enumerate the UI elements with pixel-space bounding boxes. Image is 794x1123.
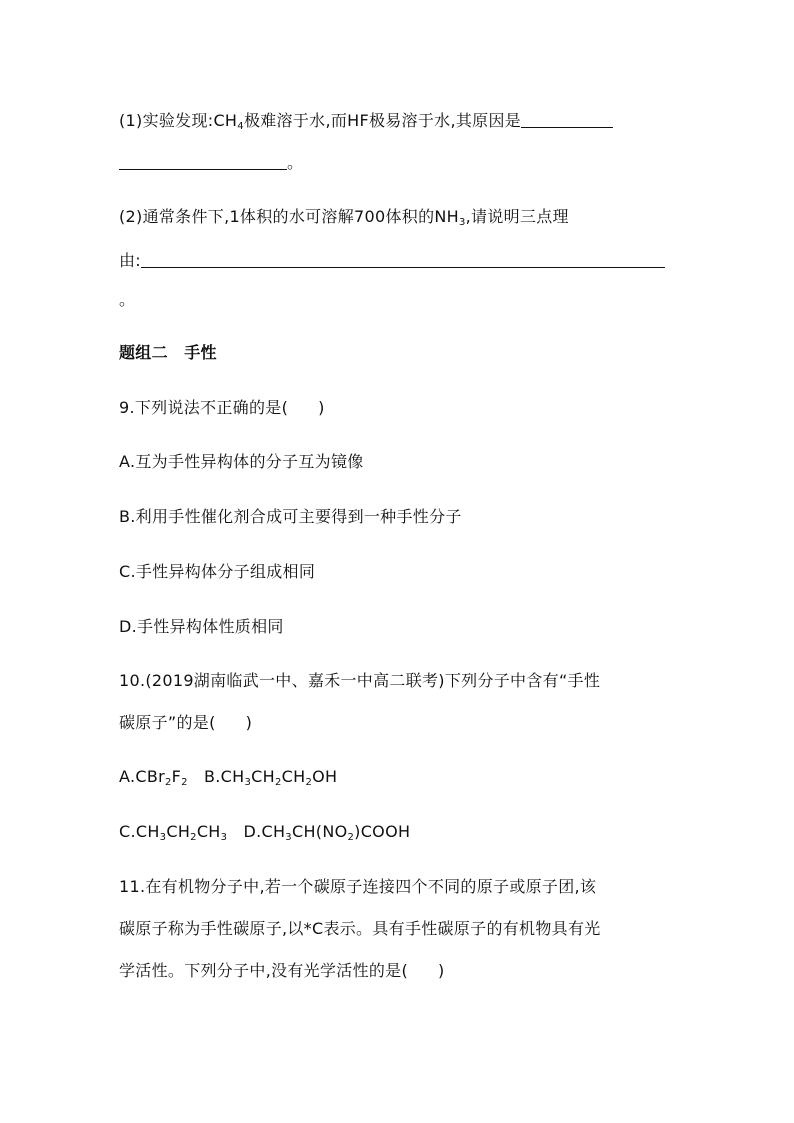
q8-part2-subscript: 3 (458, 217, 466, 228)
q11-line2: 碳原子称为手性碳原子,以*C表示。具有手性碳原子的有机物具有光 (119, 919, 601, 938)
section-title: 题组二 手性 (119, 343, 217, 362)
q9-option-c: C.手性异构体分子组成相同 (119, 562, 316, 581)
q11-line3 (119, 961, 445, 981)
q10-option-d: $D.CH_3CH(NO_2)COOH$ (243, 822, 411, 843)
q10-options-ab (119, 767, 337, 787)
q8-part1-line2 (119, 151, 303, 173)
q8-part2-rest: ,请说明三点理 (465, 207, 569, 226)
q8-part1-subscript: 4 (237, 121, 244, 132)
q10-option-a: $A.CBr_2F_2$ (119, 767, 188, 788)
q8-part2-text: (2)通常条件下,1体积的水可溶解700体积的NH (119, 207, 459, 226)
q10-stem-line2 (119, 713, 252, 733)
q9-option-d: D.手性异构体性质相同 (119, 617, 284, 636)
answer-blank[interactable] (141, 251, 665, 268)
q10-stem-text: 碳原子”的是( (119, 713, 216, 732)
q10-options-cd (119, 822, 410, 842)
q8-part2-line2 (119, 249, 665, 271)
q10-close-paren: ) (245, 713, 253, 732)
q9-close-paren: ) (318, 398, 325, 417)
q9-stem (119, 398, 325, 418)
q10-option-c: $C.CH_3CH_2CH_3$ (119, 822, 228, 843)
answer-blank[interactable] (119, 153, 287, 170)
q8-part1-prefix: (1)实验发现:CH (119, 111, 238, 130)
q8-part2-end: 。 (119, 290, 136, 309)
q8-part2-label: 由: (119, 251, 141, 270)
q10-option-b: $B.CH_3CH_2CH_2OH$ (204, 767, 338, 788)
q8-part1-line1 (119, 109, 613, 131)
q11-line1: 11.在有机物分子中,若一个碳原子连接四个不同的原子或原子团,该 (119, 877, 597, 896)
q11-stem-text: 学活性。下列分子中,没有光学活性的是( (119, 961, 409, 980)
q9-option-a: A.互为手性异构体的分子互为镜像 (119, 452, 364, 471)
q8-part2-end-line (119, 290, 135, 310)
answer-blank[interactable] (521, 111, 613, 128)
q11-close-paren: ) (438, 961, 445, 980)
q10-stem-line1: 10.(2019湖南临武一中、嘉禾一中高二联考)下列分子中含有“手性 (119, 671, 601, 690)
q9-option-b: B.利用手性催化剂合成可主要得到一种手性分子 (119, 507, 462, 526)
q8-part1-rest: 极难溶于水,而HF极易溶于水,其原因是 (243, 111, 522, 130)
q9-stem-text: 9.下列说法不正确的是( (119, 398, 289, 417)
q8-part1-end: 。 (287, 153, 304, 172)
q8-part2-line1 (119, 207, 569, 227)
